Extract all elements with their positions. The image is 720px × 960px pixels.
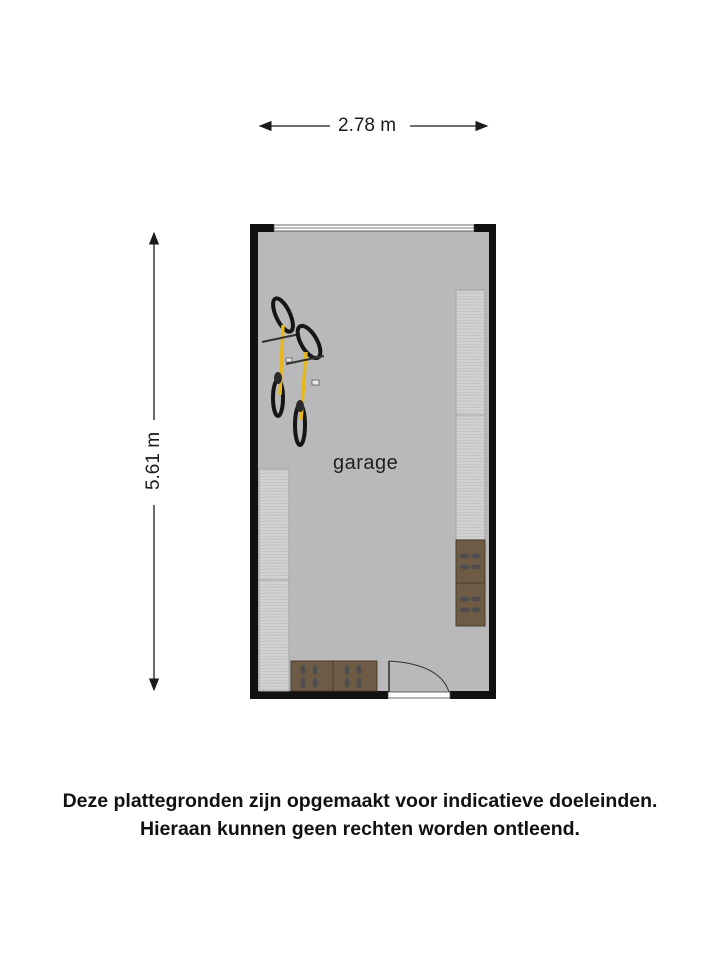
right-shoe-rack xyxy=(456,540,485,626)
room-label: garage xyxy=(333,452,399,474)
right-counter xyxy=(456,290,485,540)
disclaimer-line-2: Hieraan kunnen geen rechten worden ontleend. xyxy=(140,818,580,840)
width-dimension-label: 2.78 m xyxy=(332,115,402,137)
height-dimension-label: 5.61 m xyxy=(143,426,165,496)
window-icon xyxy=(274,225,474,231)
left-counter xyxy=(259,469,289,691)
bottom-shoe-rack xyxy=(291,661,377,691)
disclaimer-line-1: Deze plattegronden zijn opgemaakt voor indicatieve doeleinden. xyxy=(62,790,658,812)
